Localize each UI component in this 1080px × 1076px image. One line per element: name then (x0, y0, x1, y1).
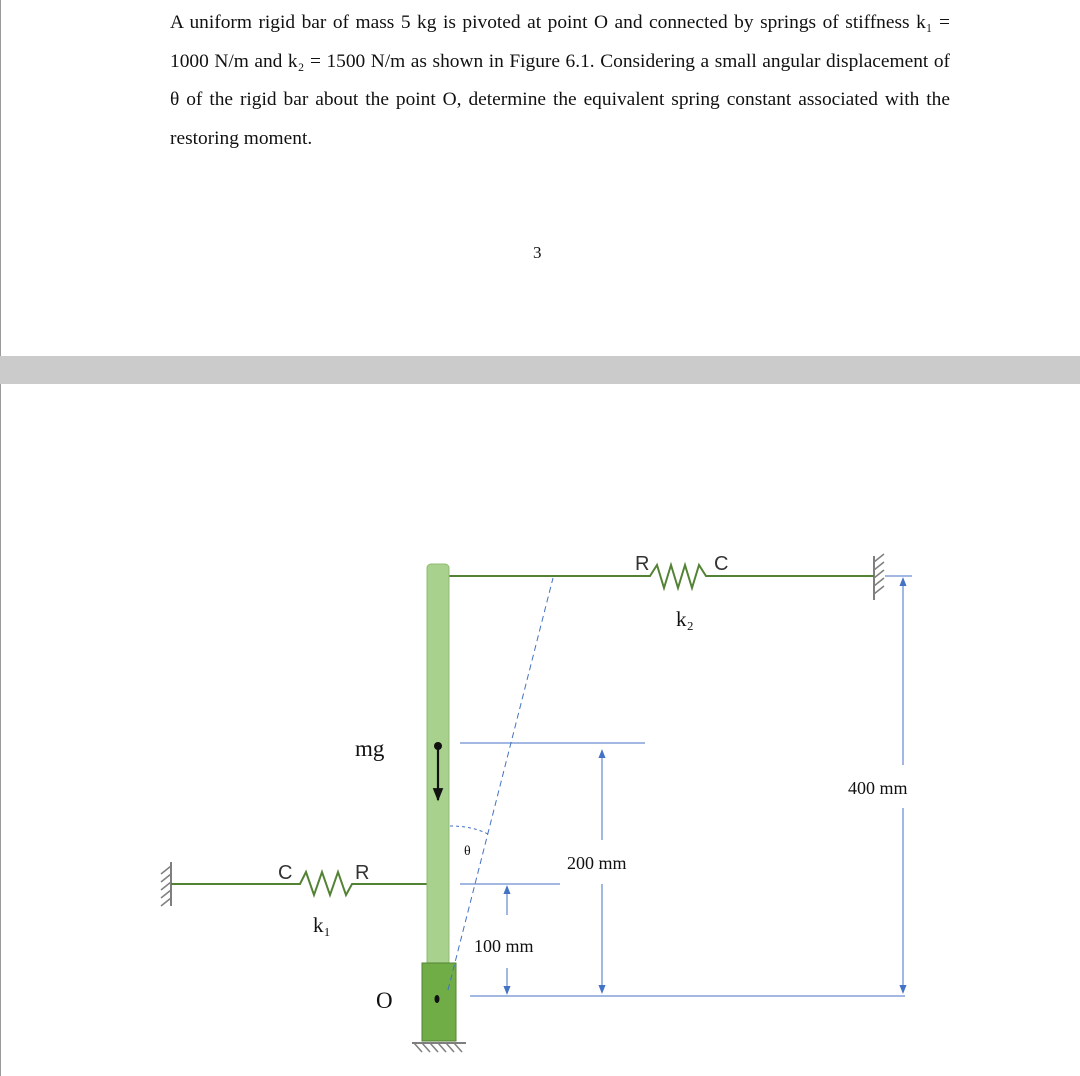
problem-statement: A uniform rigid bar of mass 5 kg is pivoted at point O and connected by springs of stiffness k₁ = 1000 N/m and k₂ = 1500 N/m as shown in Figure 6.1. Considering a small angular displacement of θ of the rigid bar about the point O, determine the equivalent spring constant associated with the restoring moment. (170, 12, 950, 149)
spring1-left-label: C (278, 862, 293, 884)
page-number: 3 (533, 243, 542, 262)
pivot-label: O (376, 988, 393, 1013)
spring2-right-label: C (714, 553, 729, 575)
k1-label: k₁ (313, 913, 331, 937)
k2-label: k₂ (676, 607, 694, 631)
mg-label: mg (355, 736, 385, 761)
pivot-point-dot (435, 995, 440, 1003)
spring2-left-label: R (635, 553, 650, 575)
displaced-bar-dashed (448, 578, 553, 990)
theta-arc (450, 826, 488, 834)
left-wall-ground (161, 862, 171, 906)
theta-label: θ (464, 844, 471, 859)
dim-100-label: 100 mm (474, 936, 534, 956)
spring-k2 (449, 565, 874, 588)
spring-k1 (171, 872, 427, 895)
pivot-ground-hatch (412, 1043, 466, 1052)
right-wall-ground (874, 554, 884, 600)
dim-200-label: 200 mm (567, 853, 627, 873)
pivot-block (422, 963, 456, 1041)
dim-400-label: 400 mm (848, 778, 908, 798)
spring1-right-label: R (355, 862, 370, 884)
